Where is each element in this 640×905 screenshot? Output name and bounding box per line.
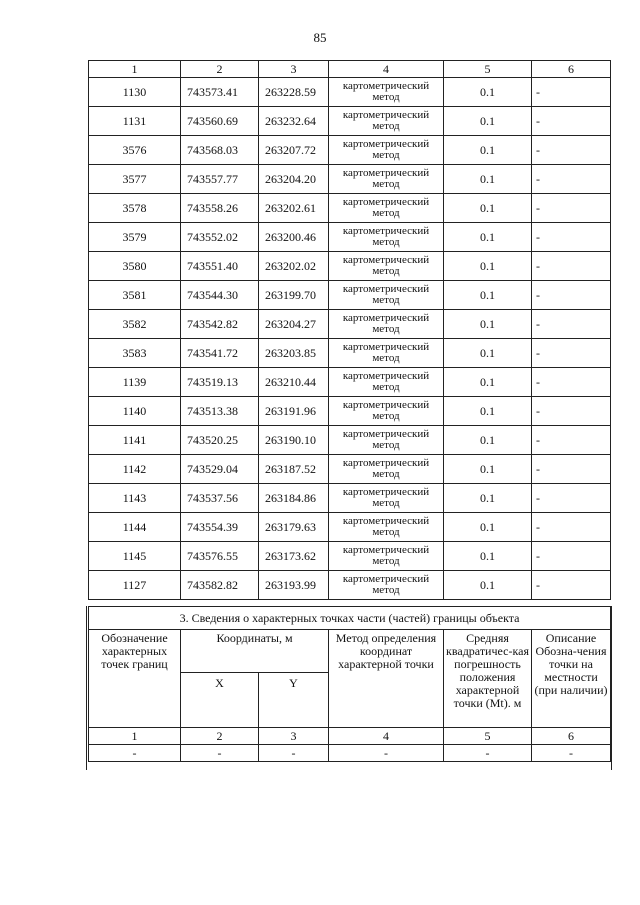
method-cell: картометрический метод <box>329 194 444 223</box>
accuracy-cell: 0.1 <box>444 368 532 397</box>
accuracy-cell: 0.1 <box>444 455 532 484</box>
method-cell: картометрический метод <box>329 310 444 339</box>
method-cell: картометрический метод <box>329 339 444 368</box>
method-cell: картометрический метод <box>329 252 444 281</box>
table-row <box>89 281 611 310</box>
y-coordinate-cell: 263187.52 <box>259 455 329 484</box>
description-cell: - <box>532 194 611 223</box>
x-coordinate-cell: 743542.82 <box>181 310 259 339</box>
table-row <box>89 397 611 426</box>
y-coordinate-cell: 263191.96 <box>259 397 329 426</box>
point-id-cell: 3582 <box>89 310 181 339</box>
method-cell: картометрический метод <box>329 368 444 397</box>
y-coordinate-cell: 263204.27 <box>259 310 329 339</box>
x-coordinate-cell: 743541.72 <box>181 339 259 368</box>
point-id-cell: 3578 <box>89 194 181 223</box>
point-id-cell: 1139 <box>89 368 181 397</box>
method-cell: картометрический метод <box>329 281 444 310</box>
y-coordinate-cell: 263210.44 <box>259 368 329 397</box>
col-method-header: Метод определения координат характерной точки <box>329 630 444 728</box>
x-coordinate-cell: 743576.55 <box>181 542 259 571</box>
x-coordinate-cell: 743513.38 <box>181 397 259 426</box>
method-cell: картометрический метод <box>329 426 444 455</box>
table-row <box>89 513 611 542</box>
y-coordinate-cell: 263202.02 <box>259 252 329 281</box>
description-cell: - <box>532 310 611 339</box>
table-row <box>89 542 611 571</box>
table-row <box>89 165 611 194</box>
method-cell: картометрический метод <box>329 455 444 484</box>
section-frame-right <box>611 606 612 770</box>
point-id-cell: 1142 <box>89 455 181 484</box>
coordinates-table <box>88 60 611 600</box>
point-id-cell: 1141 <box>89 426 181 455</box>
y-coordinate-cell: 263190.10 <box>259 426 329 455</box>
x-coordinate-cell: 743558.26 <box>181 194 259 223</box>
table-header-row <box>89 61 611 78</box>
method-cell: картометрический метод <box>329 484 444 513</box>
table-row <box>89 339 611 368</box>
col-coords-header: Координаты, м <box>181 630 329 673</box>
sec3-number-cell: 5 <box>444 728 532 745</box>
y-coordinate-cell: 263193.99 <box>259 571 329 600</box>
method-cell: картометрический метод <box>329 107 444 136</box>
accuracy-cell: 0.1 <box>444 339 532 368</box>
sec3-value-cell: - <box>329 745 444 762</box>
x-coordinate-cell: 743537.56 <box>181 484 259 513</box>
col-accuracy-header: Средняя квадратичес-кая погрешность положения характерной точки (Mt). м <box>444 630 532 728</box>
method-cell: картометрический метод <box>329 136 444 165</box>
x-coordinate-cell: 743557.77 <box>181 165 259 194</box>
table-row <box>89 426 611 455</box>
column-number-header: 6 <box>532 61 611 78</box>
point-id-cell: 3580 <box>89 252 181 281</box>
col-point-header: Обозначение характерных точек границ <box>89 630 181 728</box>
column-number-header: 4 <box>329 61 444 78</box>
accuracy-cell: 0.1 <box>444 542 532 571</box>
description-cell: - <box>532 107 611 136</box>
description-cell: - <box>532 78 611 107</box>
point-id-cell: 1145 <box>89 542 181 571</box>
x-coordinate-cell: 743551.40 <box>181 252 259 281</box>
accuracy-cell: 0.1 <box>444 426 532 455</box>
description-cell: - <box>532 252 611 281</box>
sec3-number-cell: 2 <box>181 728 259 745</box>
point-id-cell: 1131 <box>89 107 181 136</box>
accuracy-cell: 0.1 <box>444 513 532 542</box>
y-coordinate-cell: 263179.63 <box>259 513 329 542</box>
y-coordinate-cell: 263202.61 <box>259 194 329 223</box>
accuracy-cell: 0.1 <box>444 165 532 194</box>
method-cell: картометрический метод <box>329 78 444 107</box>
description-cell: - <box>532 455 611 484</box>
method-cell: картометрический метод <box>329 571 444 600</box>
section3-table <box>88 606 611 762</box>
method-cell: картометрический метод <box>329 542 444 571</box>
description-cell: - <box>532 426 611 455</box>
x-coordinate-cell: 743573.41 <box>181 78 259 107</box>
x-coordinate-cell: 743552.02 <box>181 223 259 252</box>
sec3-number-cell: 1 <box>89 728 181 745</box>
method-cell: картометрический метод <box>329 223 444 252</box>
sec3-number-cell: 4 <box>329 728 444 745</box>
accuracy-cell: 0.1 <box>444 78 532 107</box>
page-number: 85 <box>313 30 327 45</box>
y-coordinate-cell: 263207.72 <box>259 136 329 165</box>
point-id-cell: 1130 <box>89 78 181 107</box>
accuracy-cell: 0.1 <box>444 310 532 339</box>
y-coordinate-cell: 263173.62 <box>259 542 329 571</box>
description-cell: - <box>532 339 611 368</box>
x-coordinate-cell: 743519.13 <box>181 368 259 397</box>
point-id-cell: 3576 <box>89 136 181 165</box>
y-coordinate-cell: 263228.59 <box>259 78 329 107</box>
sec3-number-cell: 6 <box>532 728 611 745</box>
description-cell: - <box>532 484 611 513</box>
accuracy-cell: 0.1 <box>444 107 532 136</box>
description-cell: - <box>532 571 611 600</box>
y-coordinate-cell: 263184.86 <box>259 484 329 513</box>
accuracy-cell: 0.1 <box>444 484 532 513</box>
method-cell: картометрический метод <box>329 165 444 194</box>
column-number-header: 3 <box>259 61 329 78</box>
description-cell: - <box>532 136 611 165</box>
x-coordinate-cell: 743582.82 <box>181 571 259 600</box>
table-row <box>89 223 611 252</box>
sec3-value-cell: - <box>532 745 611 762</box>
x-coordinate-cell: 743568.03 <box>181 136 259 165</box>
sec3-value-cell: - <box>444 745 532 762</box>
table-row <box>89 571 611 600</box>
description-cell: - <box>532 165 611 194</box>
sec3-number-cell: 3 <box>259 728 329 745</box>
method-cell: картометрический метод <box>329 513 444 542</box>
description-cell: - <box>532 281 611 310</box>
section-frame-left <box>86 606 87 770</box>
col-y-header: Y <box>259 673 329 728</box>
section3-title: 3. Сведения о характерных точках части (частей) границы объекта <box>89 607 611 630</box>
table-row <box>89 455 611 484</box>
point-id-cell: 3583 <box>89 339 181 368</box>
col-x-header: X <box>181 673 259 728</box>
table-row <box>89 194 611 223</box>
sec3-value-cell: - <box>259 745 329 762</box>
table-row <box>89 78 611 107</box>
accuracy-cell: 0.1 <box>444 194 532 223</box>
table-row <box>89 107 611 136</box>
x-coordinate-cell: 743544.30 <box>181 281 259 310</box>
table-row <box>89 136 611 165</box>
x-coordinate-cell: 743529.04 <box>181 455 259 484</box>
y-coordinate-cell: 263199.70 <box>259 281 329 310</box>
accuracy-cell: 0.1 <box>444 571 532 600</box>
accuracy-cell: 0.1 <box>444 252 532 281</box>
x-coordinate-cell: 743554.39 <box>181 513 259 542</box>
accuracy-cell: 0.1 <box>444 136 532 165</box>
accuracy-cell: 0.1 <box>444 281 532 310</box>
y-coordinate-cell: 263200.46 <box>259 223 329 252</box>
point-id-cell: 3579 <box>89 223 181 252</box>
point-id-cell: 1127 <box>89 571 181 600</box>
description-cell: - <box>532 397 611 426</box>
point-id-cell: 3581 <box>89 281 181 310</box>
y-coordinate-cell: 263232.64 <box>259 107 329 136</box>
method-cell: картометрический метод <box>329 397 444 426</box>
sec3-value-cell: - <box>181 745 259 762</box>
y-coordinate-cell: 263204.20 <box>259 165 329 194</box>
column-number-header: 2 <box>181 61 259 78</box>
x-coordinate-cell: 743520.25 <box>181 426 259 455</box>
description-cell: - <box>532 223 611 252</box>
table-row <box>89 484 611 513</box>
description-cell: - <box>532 513 611 542</box>
point-id-cell: 1143 <box>89 484 181 513</box>
sec3-value-cell: - <box>89 745 181 762</box>
description-cell: - <box>532 542 611 571</box>
table-row <box>89 368 611 397</box>
table-row <box>89 252 611 281</box>
point-id-cell: 3577 <box>89 165 181 194</box>
description-cell: - <box>532 368 611 397</box>
point-id-cell: 1144 <box>89 513 181 542</box>
col-desc-header: Описание Обозна-чения точки на местности (при наличии) <box>532 630 611 728</box>
accuracy-cell: 0.1 <box>444 397 532 426</box>
x-coordinate-cell: 743560.69 <box>181 107 259 136</box>
column-number-header: 1 <box>89 61 181 78</box>
accuracy-cell: 0.1 <box>444 223 532 252</box>
point-id-cell: 1140 <box>89 397 181 426</box>
column-number-header: 5 <box>444 61 532 78</box>
table-row <box>89 310 611 339</box>
y-coordinate-cell: 263203.85 <box>259 339 329 368</box>
